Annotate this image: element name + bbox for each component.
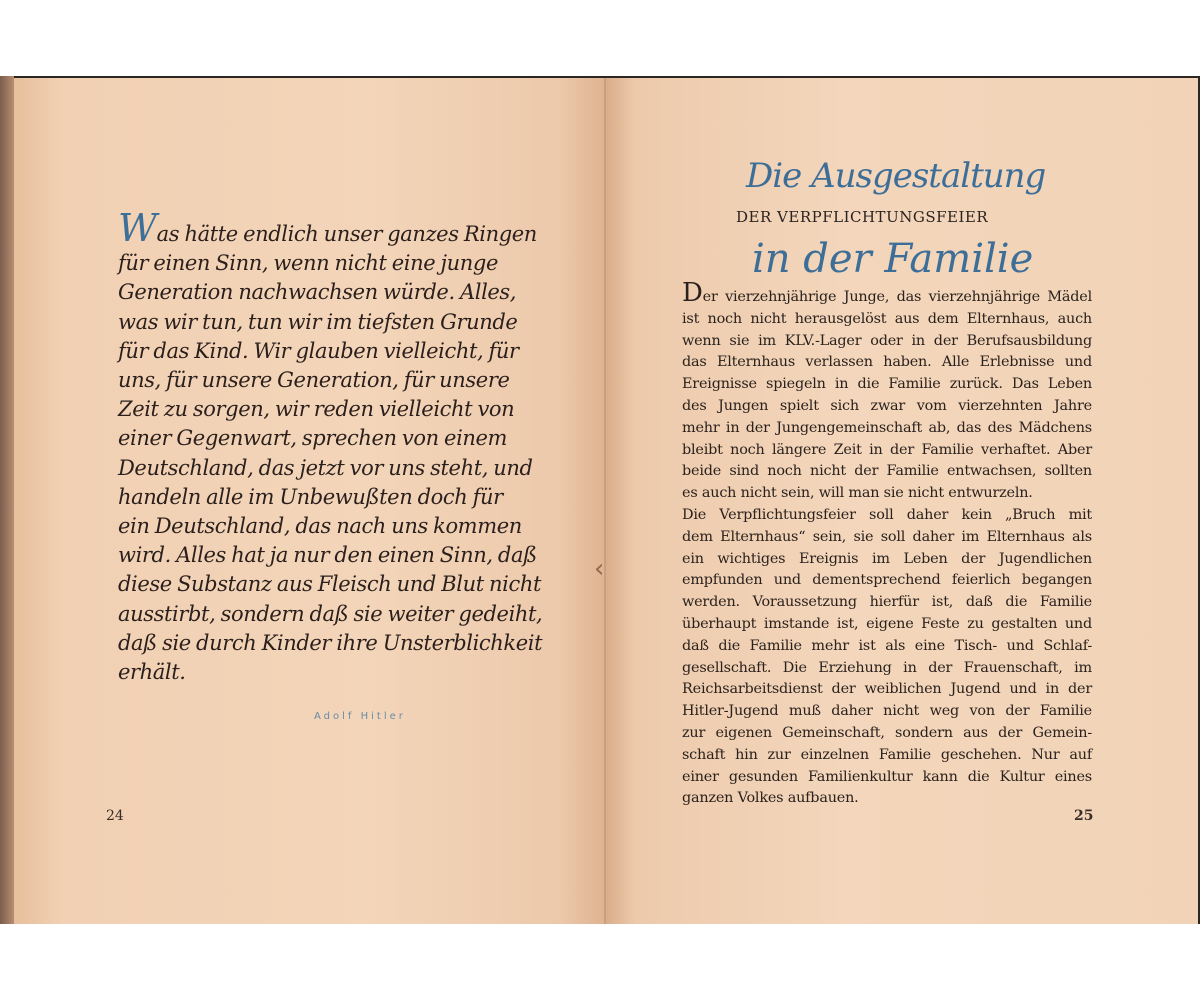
body-line xyxy=(682,723,1092,745)
quote-line-text: ein Deutschland, das nach uns kommen xyxy=(118,514,522,539)
quote-line-text: Zeit zu sorgen, wir reden vielleicht von xyxy=(118,397,515,422)
quote-line xyxy=(118,424,518,453)
body-line-text: werden. Voraussetzung hierfür ist, daß die Familie xyxy=(682,594,1092,611)
quote-line xyxy=(118,483,518,512)
body-line-text: zur eigenen Gemeinschaft, sondern aus der Gemein- xyxy=(682,724,1092,741)
quote-line-text: erhält. xyxy=(118,660,186,685)
body-line-text: einer gesunden Familienkultur kann die Kultur eines xyxy=(682,768,1092,785)
quote-line-text: wird. Alles hat ja nur den einen Sinn, daß xyxy=(118,543,537,568)
right-page xyxy=(606,78,1198,924)
body-line-text: empfunden und dementsprechend feierlich begangen xyxy=(682,572,1092,589)
body-line-text: dem Elternhaus“ sein, sie soll daher im Elternhaus als xyxy=(682,528,1092,545)
body-line xyxy=(682,679,1092,701)
body-line xyxy=(682,396,1092,418)
body-line xyxy=(682,658,1092,680)
body-line-text: das Elternhaus verlassen haben. Alle Erlebnisse und xyxy=(682,354,1092,371)
body-line-text: schaft hin zur einzelnen Familie geschehen. Nur auf xyxy=(682,746,1092,763)
body-line xyxy=(682,483,1092,505)
body-line xyxy=(682,549,1092,571)
body-line-text: Reichsarbeitsdienst der weiblichen Jugend und in der xyxy=(682,681,1092,698)
quote-line-text: as hätte endlich unser ganzes Ringen xyxy=(156,222,537,246)
body-line xyxy=(682,788,1092,810)
body-line xyxy=(682,309,1092,331)
quote-line-text: ausstirbt, sondern daß sie weiter gedeiht, xyxy=(118,601,543,626)
quote-line-text: für einen Sinn, wenn nicht eine junge xyxy=(118,251,498,276)
body-line-text: überhaupt imstande ist, eigene Feste zu gestalten und xyxy=(682,615,1092,632)
heading-line-1: Die Ausgestaltung xyxy=(746,156,1046,196)
body-line xyxy=(682,418,1092,440)
quote-line-text: diese Substanz aus Fleisch und Blut nicht xyxy=(118,572,542,597)
quote-line xyxy=(118,206,537,250)
quote-line-text: daß sie durch Kinder ihre Unsterblichkeit xyxy=(118,630,543,655)
body-line xyxy=(682,767,1092,789)
body-line xyxy=(682,527,1092,549)
body-line-text: beide sind noch nicht der Familie entwachsen, sollten xyxy=(682,463,1092,480)
quote-line xyxy=(118,570,542,599)
body-line xyxy=(682,331,1092,353)
body-line-text: Hitler-Jugend muß daher nicht weg von der Familie xyxy=(682,703,1092,720)
body-line xyxy=(682,374,1092,396)
page-number-right: 25 xyxy=(1074,808,1094,824)
quote-line xyxy=(118,454,533,483)
body-line-text: Die Verpflichtungsfeier soll daher kein „Bruch mit xyxy=(682,506,1092,523)
quote-line-text: Deutschland, das jetzt vor uns steht, und xyxy=(118,455,533,480)
quote-line xyxy=(118,395,518,424)
quote-line-text: Generation nachwachsen würde. Alles, xyxy=(118,280,517,305)
body-line xyxy=(682,570,1092,592)
quote-line xyxy=(118,308,518,337)
heading-line-2: DER VERPFLICHTUNGSFEIER xyxy=(736,208,989,226)
body-line xyxy=(682,440,1092,462)
quote-line-text: handeln alle im Unbewußten doch für xyxy=(118,484,503,509)
body-line-text: er vierzehnjährige Junge, das vierzehnjährige Mädel xyxy=(702,289,1092,305)
quote-line-text: einer Gegenwart, sprechen von einem xyxy=(118,426,508,451)
body-line-text: ist noch nicht herausgelöst aus dem Elternhaus, auch xyxy=(682,310,1092,327)
body-line-text: ganzen Volkes aufbauen. xyxy=(682,790,859,807)
body-line-text: mehr in der Jungengemeinschaft ab, das des Mädchens xyxy=(682,419,1092,436)
quote-line xyxy=(118,629,543,658)
body-line-text: es auch nicht sein, will man sie nicht entwurzeln. xyxy=(682,485,1033,502)
body-paragraph xyxy=(682,278,1092,810)
body-line-text: ein wichtiges Ereignis im Leben der Jugendlichen xyxy=(682,550,1092,567)
left-page xyxy=(14,78,606,924)
quote-line xyxy=(118,278,518,307)
body-line xyxy=(682,592,1092,614)
body-line-text: gesellschaft. Die Erziehung in der Frauenschaft, im xyxy=(682,659,1092,676)
quote-line xyxy=(118,337,518,366)
quote-line xyxy=(118,249,518,278)
quote-line xyxy=(118,658,518,687)
calligraphy-quote xyxy=(118,206,543,687)
quote-line xyxy=(118,366,518,395)
quote-line xyxy=(118,541,537,570)
quote-line-text: für das Kind. Wir glauben vielleicht, für xyxy=(118,338,519,363)
quote-line-text: was wir tun, tun wir im tiefsten Grunde xyxy=(118,309,518,334)
body-dropcap: D xyxy=(682,278,703,308)
quote-dropcap: W xyxy=(118,206,157,250)
page-number-left: 24 xyxy=(106,808,124,824)
body-line-text: Ereignisse spiegeln in die Familie zurück. Das Leben xyxy=(682,376,1092,393)
open-book xyxy=(0,76,1200,924)
quote-author: Adolf Hitler xyxy=(314,711,406,722)
body-line xyxy=(682,461,1092,483)
body-line xyxy=(682,352,1092,374)
body-line-text: des Jungen spielt sich zwar vom vierzehnten Jahre xyxy=(682,397,1092,414)
quote-line-text: uns, für unsere Generation, für unsere xyxy=(118,368,510,393)
body-line-text: bleibt noch längere Zeit in der Familie verhaftet. Aber xyxy=(682,441,1092,458)
body-line xyxy=(682,505,1092,527)
body-line-text: wenn sie im KLV.-Lager oder in der Berufsausbildung xyxy=(682,332,1092,349)
quote-line xyxy=(118,512,522,541)
body-line xyxy=(682,745,1092,767)
body-line xyxy=(682,701,1092,723)
body-line xyxy=(682,636,1092,658)
body-line-text: daß die Familie mehr ist als eine Tisch- und Schlaf- xyxy=(682,637,1092,654)
body-line xyxy=(682,278,1092,309)
book-edge xyxy=(0,76,14,924)
quote-line xyxy=(118,600,543,629)
binding-crease-mark: ‹ xyxy=(594,554,605,584)
heading-line-3: in der Familie xyxy=(752,236,1034,282)
body-line xyxy=(682,614,1092,636)
